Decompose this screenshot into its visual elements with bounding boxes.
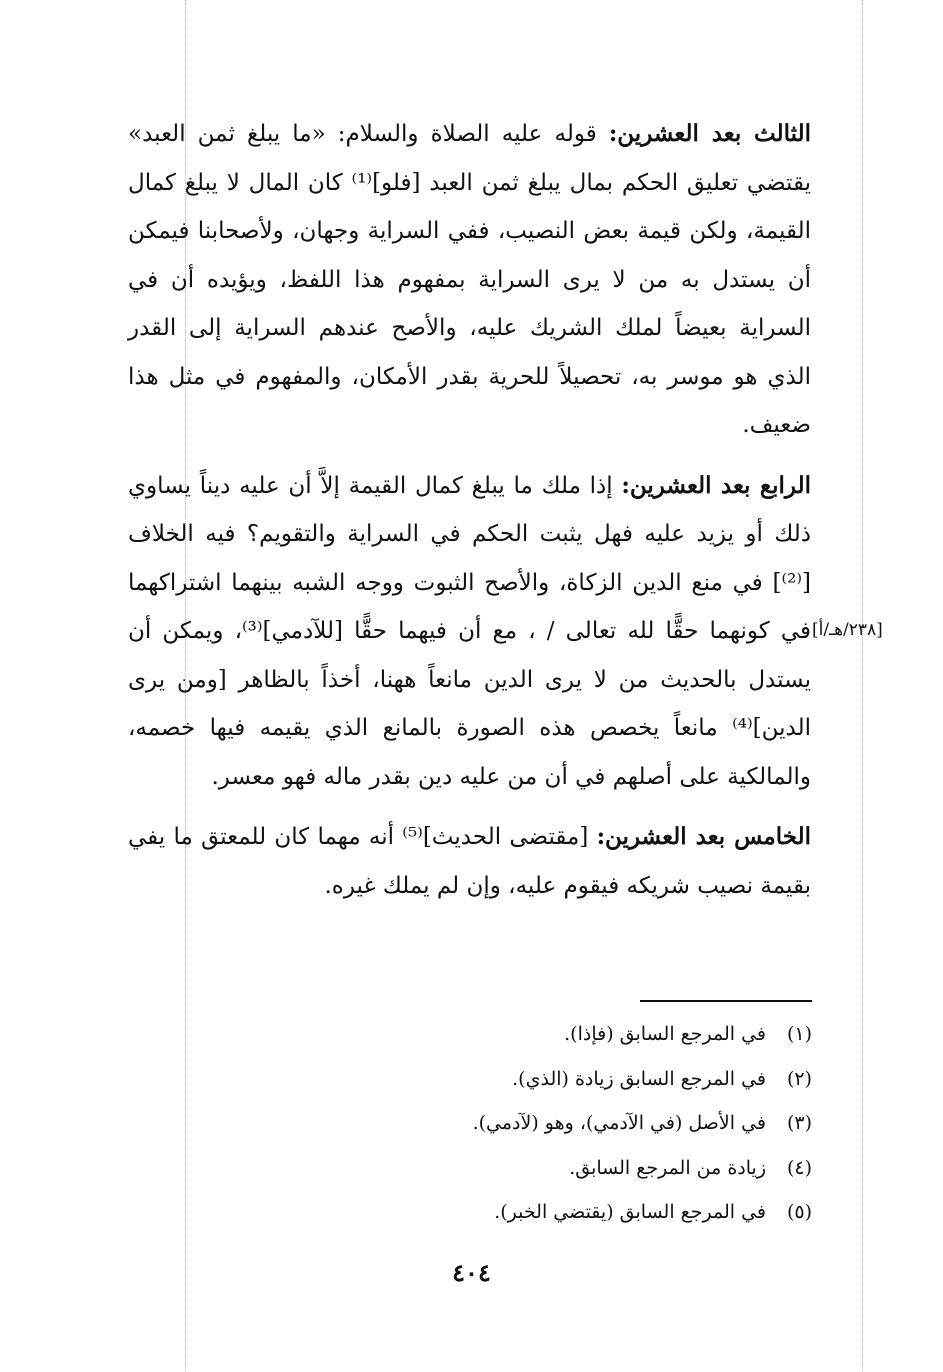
- footnote-number: (٢): [786, 1067, 812, 1090]
- paragraph-heading: الرابع بعد العشرين:: [621, 471, 811, 499]
- paragraph-heading: الخامس بعد العشرين:: [596, 823, 811, 850]
- paragraph-heading: الثالث بعد العشرين:: [608, 120, 811, 147]
- footnote-item: [392, 1190, 812, 1235]
- paragraph-23: [128, 110, 811, 450]
- scan-guide-line: [862, 0, 863, 1372]
- footnote-text: في المرجع السابق (فإذا).: [564, 1023, 766, 1045]
- footnote-text: زيادة من المرجع السابق.: [569, 1156, 766, 1179]
- footnote-number: (٥): [786, 1201, 812, 1223]
- footnote-divider: [640, 1000, 812, 1002]
- manuscript-folio-note: [٢٣٨/هـ/أ]: [812, 620, 883, 640]
- footnote-text: في المرجع السابق (يقتضي الخبر).: [494, 1201, 766, 1223]
- footnote-item: [392, 1101, 812, 1146]
- footnote-text: في الأصل (في الآدمي)، وهو (لآدمي).: [472, 1112, 766, 1134]
- footnote-item: [392, 1057, 812, 1102]
- paragraph-25: [128, 813, 811, 910]
- page-number: ٤٠٤: [452, 1258, 491, 1287]
- paragraph-body: قوله عليه الصلاة والسلام: «ما يبلغ ثمن العبد» يقتضي تعليق الحكم بمال يبلغ ثمن العبد [فلو]⁽¹⁾ كان المال لا يبلغ كمال القيمة، ولكن قيمة بعض النصيب، ففي السراية وجهان، ولأصحابنا فيمكن أن يستدل به من لا يرى السراية بمفهوم هذا اللفظ، ويؤيده أن في السراية بعيضاً لملك الشريك عليه، والأصح عندهم السراية إلى القدر الذي هو موسر به، تحصيلاً للحرية بقدر الأمكان، والمفهوم في مثل هذا ضعيف.: [128, 121, 812, 438]
- paragraph-body: إذا ملك ما يبلغ كمال القيمة إلاَّ أن عليه ديناً يساوي ذلك أو يزيد عليه فهل يثبت الحكم في السراية والتقويم؟ فيه الخلاف [⁽²⁾] في منع الدين الزكاة، والأصح الثبوت ووجه الشبه بينهما اشتراكهما في كونهما حقًّا لله تعالى / ، مع أن فيهما حقًّا [للآدمي]⁽³⁾، ويمكن أن يستدل بالحديث من لا يرى الدين مانعاً ههنا، أخذاً بالظاهر [ومن يرى الدين]⁽⁴⁾ مانعاً يخصص هذه الصورة بالمانع الذي يقيمه فيها خصمه، والمالكية على أصلهم في أن من عليه دين بقدر ماله فهو معسر.: [128, 472, 811, 790]
- footnote-number: (٤): [786, 1156, 812, 1179]
- footnote-number: (٣): [786, 1112, 812, 1134]
- footnote-text: في المرجع السابق زيادة (الذي).: [512, 1067, 766, 1090]
- footnote-number: (١): [786, 1023, 812, 1045]
- footnote-item: [392, 1012, 812, 1057]
- main-text: [128, 110, 811, 922]
- footnotes: [392, 1012, 812, 1235]
- paragraph-24: [128, 462, 811, 802]
- paragraph-body: [مقتضى الحديث]⁽⁵⁾ أنه مهما كان للمعتق ما يفي بقيمة نصيب شريكه فيقوم عليه، وإن لم يملك غيره.: [128, 824, 811, 899]
- footnote-item: [392, 1146, 812, 1191]
